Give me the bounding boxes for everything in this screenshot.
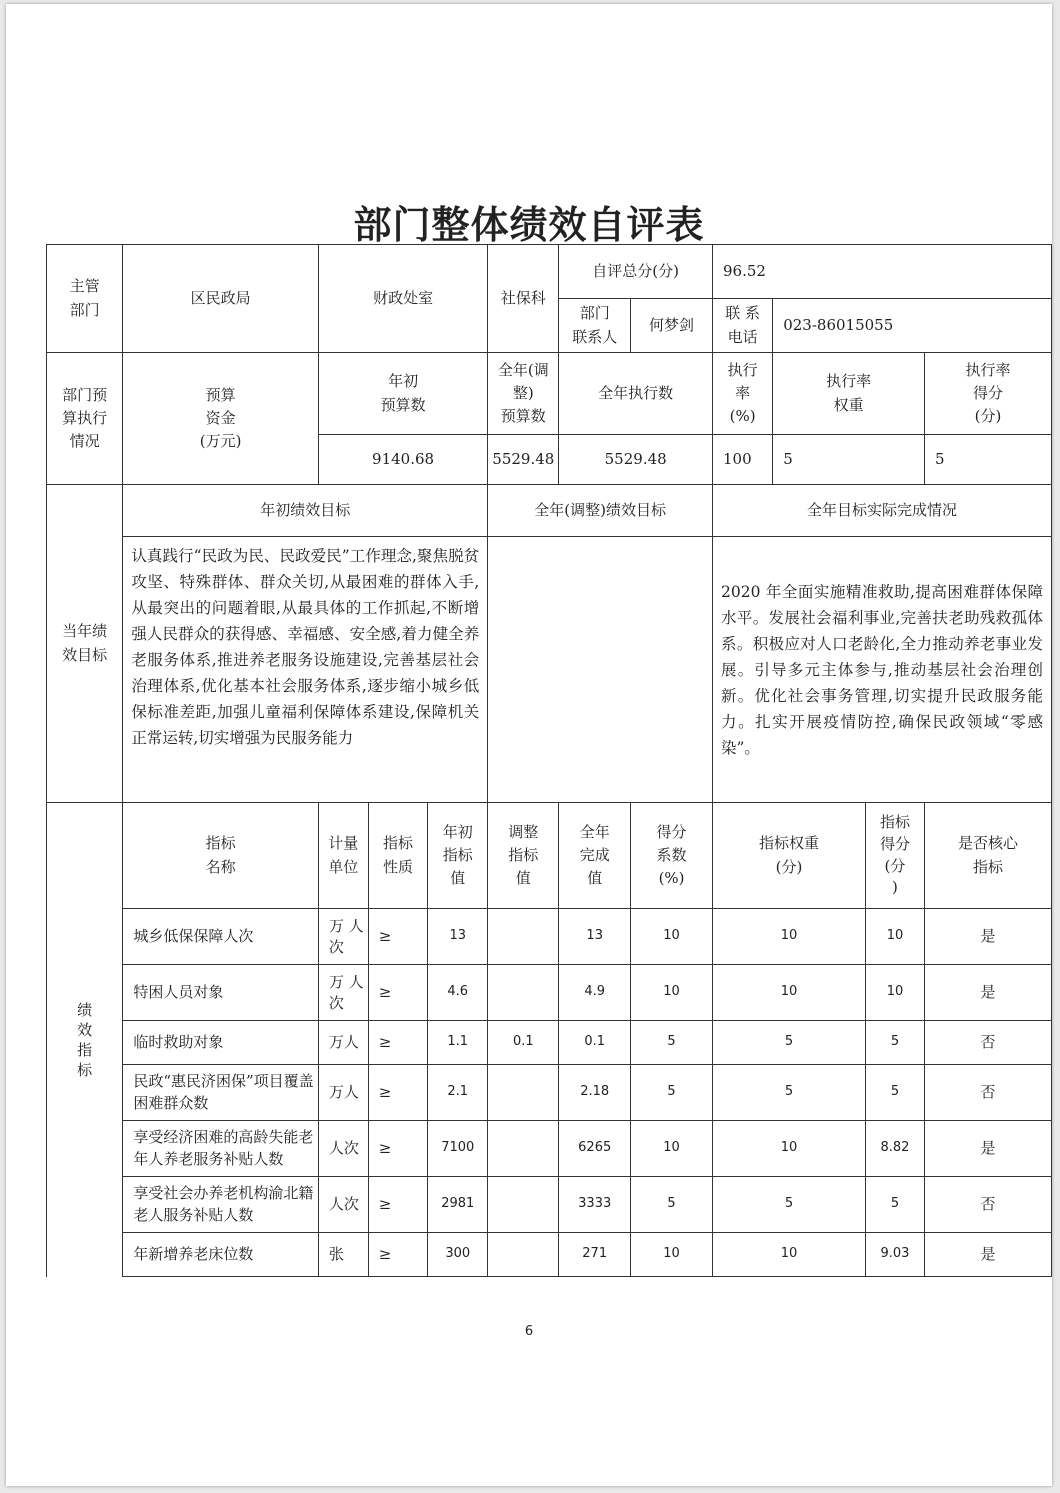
col-weight: 指标权重 (分) bbox=[713, 803, 866, 909]
indicator-initial: 300 bbox=[428, 1233, 488, 1277]
indicator-nature: ≥ bbox=[368, 1233, 428, 1277]
evaluation-table bbox=[46, 244, 1052, 1277]
indicator-weight: 5 bbox=[713, 1021, 866, 1065]
col-name: 指标 名称 bbox=[123, 803, 319, 909]
indicator-coef: 10 bbox=[631, 909, 713, 965]
initial-goal-text: 认真践行“民政为民、民政爱民”工作理念,聚焦脱贫攻坚、特殊群体、群众关切,从最困难的群体入手,从最突出的问题着眼,从最具体的工作抓起,不断增强人民群众的获得感、幸福感、安全感,着力健全养老服务体系,推进养老服务设施建设,完善基层社会治理体系,优化基本社会服务体系,逐步缩小城乡低保标准差距,加强儿童福利保障体系建设,保障机关正常运转,切实增强为民服务能力 bbox=[123, 537, 488, 803]
indicator-weight: 10 bbox=[713, 909, 866, 965]
indicator-score: 5 bbox=[866, 1021, 925, 1065]
indicator-adjusted bbox=[488, 1177, 559, 1233]
indicator-name: 民政“惠民济困保”项目覆盖困难群众数 bbox=[123, 1065, 319, 1121]
executed-value: 5529.48 bbox=[559, 435, 713, 485]
indicator-weight: 5 bbox=[713, 1177, 866, 1233]
phone-label: 联 系 电话 bbox=[713, 299, 773, 353]
score-label: 自评总分(分) bbox=[559, 245, 713, 299]
col-adjusted: 调整 指标 值 bbox=[488, 803, 559, 909]
adjusted-budget-value: 5529.48 bbox=[488, 435, 559, 485]
table-row bbox=[47, 909, 1052, 965]
indicator-adjusted bbox=[488, 1121, 559, 1177]
indicators-section-label: 绩 效 指 标 bbox=[47, 803, 123, 1277]
indicator-coef: 10 bbox=[631, 1233, 713, 1277]
indicator-initial: 4.6 bbox=[428, 965, 488, 1021]
indicator-unit: 万人 bbox=[318, 1021, 368, 1065]
budget-funds-label: 预算 资金 (万元) bbox=[123, 353, 319, 485]
indicator-name: 城乡低保保障人次 bbox=[123, 909, 319, 965]
indicator-unit: 人次 bbox=[318, 1121, 368, 1177]
col-score: 指标 得分 (分 ) bbox=[866, 803, 925, 909]
indicator-score: 10 bbox=[866, 965, 925, 1021]
col-actual: 全年 完成 值 bbox=[559, 803, 631, 909]
indicator-name: 临时救助对象 bbox=[123, 1021, 319, 1065]
division-value: 财政处室 bbox=[318, 245, 487, 353]
indicator-actual: 13 bbox=[559, 909, 631, 965]
indicator-score: 5 bbox=[866, 1065, 925, 1121]
indicator-nature: ≥ bbox=[368, 965, 428, 1021]
indicator-unit: 人次 bbox=[318, 1177, 368, 1233]
dept-value: 区民政局 bbox=[123, 245, 319, 353]
section-value: 社保科 bbox=[488, 245, 559, 353]
adjusted-goal-text bbox=[488, 537, 713, 803]
indicator-unit: 万人 bbox=[318, 1065, 368, 1121]
col-coef: 得分 系数 (%) bbox=[631, 803, 713, 909]
dept-label: 主管 部门 bbox=[47, 245, 123, 353]
indicator-coef: 5 bbox=[631, 1065, 713, 1121]
indicator-initial: 2.1 bbox=[428, 1065, 488, 1121]
indicator-score: 9.03 bbox=[866, 1233, 925, 1277]
indicator-actual: 4.9 bbox=[559, 965, 631, 1021]
goals-section-label: 当年绩 效目标 bbox=[47, 485, 123, 803]
score-value: 96.52 bbox=[713, 245, 1052, 299]
page-title: 部门整体绩效自评表 bbox=[353, 202, 705, 247]
indicator-core: 是 bbox=[924, 965, 1051, 1021]
indicator-unit: 万 人 次 bbox=[318, 909, 368, 965]
indicator-coef: 10 bbox=[631, 1121, 713, 1177]
table-row bbox=[47, 1065, 1052, 1121]
contact-label: 部门 联系人 bbox=[559, 299, 631, 353]
indicator-initial: 2981 bbox=[428, 1177, 488, 1233]
indicator-nature: ≥ bbox=[368, 1021, 428, 1065]
col-initial: 年初 指标 值 bbox=[428, 803, 488, 909]
table-row bbox=[47, 1121, 1052, 1177]
initial-budget-label: 年初 预算数 bbox=[318, 353, 487, 435]
indicator-weight: 10 bbox=[713, 1121, 866, 1177]
indicator-core: 是 bbox=[924, 909, 1051, 965]
indicator-adjusted bbox=[488, 965, 559, 1021]
actual-goal-text: 2020 年全面实施精准救助,提高困难群体保障水平。发展社会福利事业,完善扶老助残救孤体系。积极应对人口老龄化,全力推动养老事业发展。引导多元主体参与,推动基层社会治理创新。优化社会事务管理,切实提升民政服务能力。扎实开展疫情防控,确保民政领域“零感染”。 bbox=[713, 537, 1052, 803]
indicator-score: 8.82 bbox=[866, 1121, 925, 1177]
exec-weight-value: 5 bbox=[773, 435, 925, 485]
table-row bbox=[47, 965, 1052, 1021]
indicator-unit: 张 bbox=[318, 1233, 368, 1277]
col-nature: 指标 性质 bbox=[368, 803, 428, 909]
exec-rate-label: 执行 率 (%) bbox=[713, 353, 773, 435]
indicator-weight: 10 bbox=[713, 965, 866, 1021]
page-number: 6 bbox=[524, 1324, 534, 1339]
indicator-score: 10 bbox=[866, 909, 925, 965]
indicator-name: 年新增养老床位数 bbox=[123, 1233, 319, 1277]
indicator-nature: ≥ bbox=[368, 1121, 428, 1177]
indicator-adjusted bbox=[488, 909, 559, 965]
exec-rate-value: 100 bbox=[713, 435, 773, 485]
table-row bbox=[47, 1021, 1052, 1065]
initial-budget-value: 9140.68 bbox=[318, 435, 487, 485]
table-row bbox=[47, 1177, 1052, 1233]
indicator-core: 否 bbox=[924, 1065, 1051, 1121]
indicator-actual: 2.18 bbox=[559, 1065, 631, 1121]
indicator-initial: 13 bbox=[428, 909, 488, 965]
contact-value: 何梦剑 bbox=[631, 299, 713, 353]
indicator-nature: ≥ bbox=[368, 1177, 428, 1233]
actual-goal-header: 全年目标实际完成情况 bbox=[713, 485, 1052, 537]
indicator-core: 是 bbox=[924, 1121, 1051, 1177]
table-row bbox=[47, 1233, 1052, 1277]
indicator-initial: 1.1 bbox=[428, 1021, 488, 1065]
indicator-adjusted bbox=[488, 1065, 559, 1121]
indicator-name: 享受经济困难的高龄失能老年人养老服务补贴人数 bbox=[123, 1121, 319, 1177]
indicator-core: 否 bbox=[924, 1021, 1051, 1065]
indicator-name: 享受社会办养老机构渝北籍老人服务补贴人数 bbox=[123, 1177, 319, 1233]
indicator-actual: 271 bbox=[559, 1233, 631, 1277]
indicator-initial: 7100 bbox=[428, 1121, 488, 1177]
exec-score-label: 执行率 得分 (分) bbox=[924, 353, 1051, 435]
indicator-weight: 10 bbox=[713, 1233, 866, 1277]
phone-value: 023-86015055 bbox=[773, 299, 1052, 353]
indicator-unit: 万 人 次 bbox=[318, 965, 368, 1021]
indicator-weight: 5 bbox=[713, 1065, 866, 1121]
indicator-core: 是 bbox=[924, 1233, 1051, 1277]
indicator-nature: ≥ bbox=[368, 1065, 428, 1121]
indicator-actual: 0.1 bbox=[559, 1021, 631, 1065]
col-core: 是否核心 指标 bbox=[924, 803, 1051, 909]
document-page bbox=[6, 4, 1052, 1486]
col-unit: 计量 单位 bbox=[318, 803, 368, 909]
indicator-nature: ≥ bbox=[368, 909, 428, 965]
executed-label: 全年执行数 bbox=[559, 353, 713, 435]
indicator-actual: 3333 bbox=[559, 1177, 631, 1233]
budget-section-label: 部门预 算执行 情况 bbox=[47, 353, 123, 485]
indicator-actual: 6265 bbox=[559, 1121, 631, 1177]
indicator-score: 5 bbox=[866, 1177, 925, 1233]
indicator-adjusted bbox=[488, 1233, 559, 1277]
indicator-coef: 5 bbox=[631, 1021, 713, 1065]
indicator-coef: 10 bbox=[631, 965, 713, 1021]
adjusted-budget-label: 全年(调 整) 预算数 bbox=[488, 353, 559, 435]
adjusted-goal-header: 全年(调整)绩效目标 bbox=[488, 485, 713, 537]
initial-goal-header: 年初绩效目标 bbox=[123, 485, 488, 537]
indicator-core: 否 bbox=[924, 1177, 1051, 1233]
indicator-coef: 5 bbox=[631, 1177, 713, 1233]
indicator-adjusted: 0.1 bbox=[488, 1021, 559, 1065]
exec-score-value: 5 bbox=[924, 435, 1051, 485]
indicator-name: 特困人员对象 bbox=[123, 965, 319, 1021]
exec-weight-label: 执行率 权重 bbox=[773, 353, 925, 435]
